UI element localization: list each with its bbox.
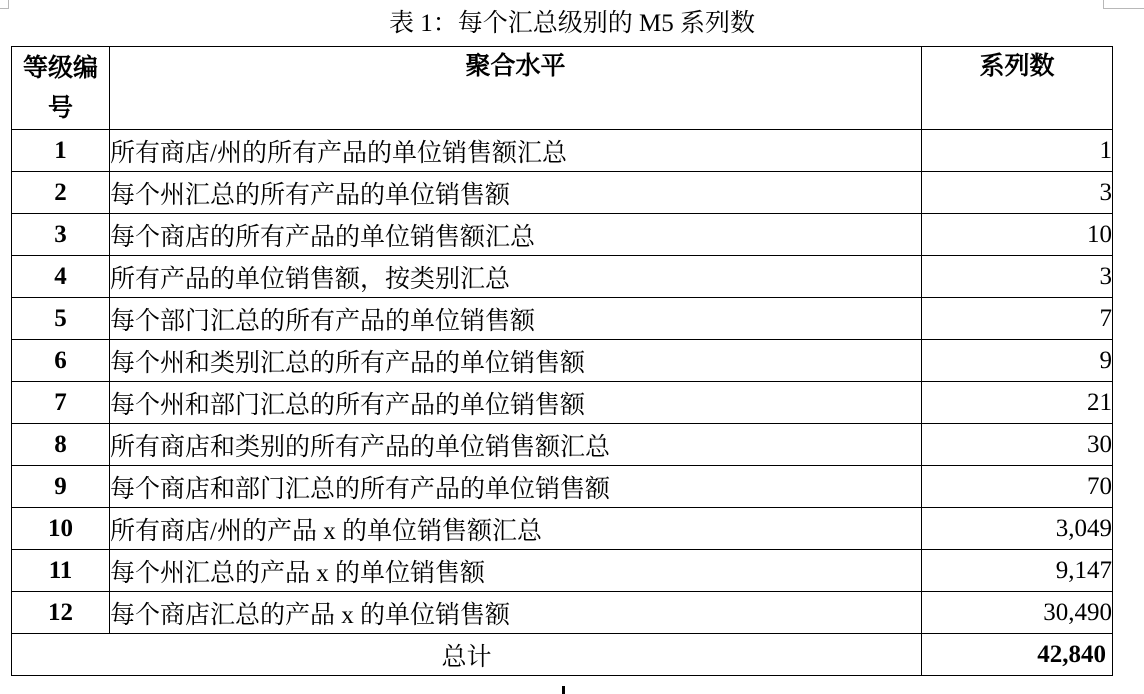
series-count-cell: 3,049: [922, 508, 1113, 550]
table-row: [12, 424, 1113, 466]
total-value: 42,840: [922, 634, 1113, 676]
level-number-cell: 5: [12, 298, 110, 340]
series-count-cell: 1: [922, 130, 1113, 172]
level-number-cell: 6: [12, 340, 110, 382]
level-number-cell: 4: [12, 256, 110, 298]
table-row: [12, 130, 1113, 172]
level-number-cell: 2: [12, 172, 110, 214]
series-count-cell: 9,147: [922, 550, 1113, 592]
series-count-cell: 3: [922, 256, 1113, 298]
series-count-cell: 70: [922, 466, 1113, 508]
level-number-cell: 9: [12, 466, 110, 508]
table-row: [12, 508, 1113, 550]
aggregation-levels-table: [11, 46, 1113, 676]
level-number-cell: 7: [12, 382, 110, 424]
aggregation-level-cell: 所有商店/州的所有产品的单位销售额汇总: [110, 130, 922, 172]
aggregation-level-cell: 所有商店和类别的所有产品的单位销售额汇总: [110, 424, 922, 466]
header-series-count: 系列数: [922, 47, 1113, 130]
table-row: [12, 172, 1113, 214]
table-row: [12, 466, 1113, 508]
series-count-cell: 21: [922, 382, 1113, 424]
aggregation-level-cell: 所有商店/州的产品 x 的单位销售额汇总: [110, 508, 922, 550]
level-number-cell: 12: [12, 592, 110, 634]
aggregation-level-cell: 每个商店的所有产品的单位销售额汇总: [110, 214, 922, 256]
total-row: [12, 634, 1113, 676]
level-number-cell: 1: [12, 130, 110, 172]
table-header-row: [12, 47, 1113, 130]
header-level-number: 等级编号: [12, 47, 110, 130]
table-row: [12, 256, 1113, 298]
table-row: [12, 214, 1113, 256]
table-caption: 表 1：每个汇总级别的 M5 系列数: [389, 10, 755, 37]
total-label: 总计: [12, 634, 922, 676]
header-aggregation-level: 聚合水平: [110, 47, 922, 130]
series-count-cell: 30: [922, 424, 1113, 466]
aggregation-level-cell: 所有产品的单位销售额，按类别汇总: [110, 256, 922, 298]
table-row: [12, 550, 1113, 592]
level-number-cell: 11: [12, 550, 110, 592]
table-row: [12, 592, 1113, 634]
level-number-cell: 3: [12, 214, 110, 256]
aggregation-level-cell: 每个州汇总的产品 x 的单位销售额: [110, 550, 922, 592]
series-count-cell: 30,490: [922, 592, 1113, 634]
aggregation-level-cell: 每个州和类别汇总的所有产品的单位销售额: [110, 340, 922, 382]
series-count-cell: 3: [922, 172, 1113, 214]
series-count-cell: 7: [922, 298, 1113, 340]
table-row: [12, 340, 1113, 382]
aggregation-level-cell: 每个州和部门汇总的所有产品的单位销售额: [110, 382, 922, 424]
table-row: [12, 382, 1113, 424]
series-count-cell: 9: [922, 340, 1113, 382]
series-count-cell: 10: [922, 214, 1113, 256]
aggregation-level-cell: 每个商店和部门汇总的所有产品的单位销售额: [110, 466, 922, 508]
aggregation-level-cell: 每个商店汇总的产品 x 的单位销售额: [110, 592, 922, 634]
text-cursor: [562, 686, 565, 694]
level-number-cell: 8: [12, 424, 110, 466]
aggregation-level-cell: 每个部门汇总的所有产品的单位销售额: [110, 298, 922, 340]
level-number-cell: 10: [12, 508, 110, 550]
table-row: [12, 298, 1113, 340]
aggregation-level-cell: 每个州汇总的所有产品的单位销售额: [110, 172, 922, 214]
